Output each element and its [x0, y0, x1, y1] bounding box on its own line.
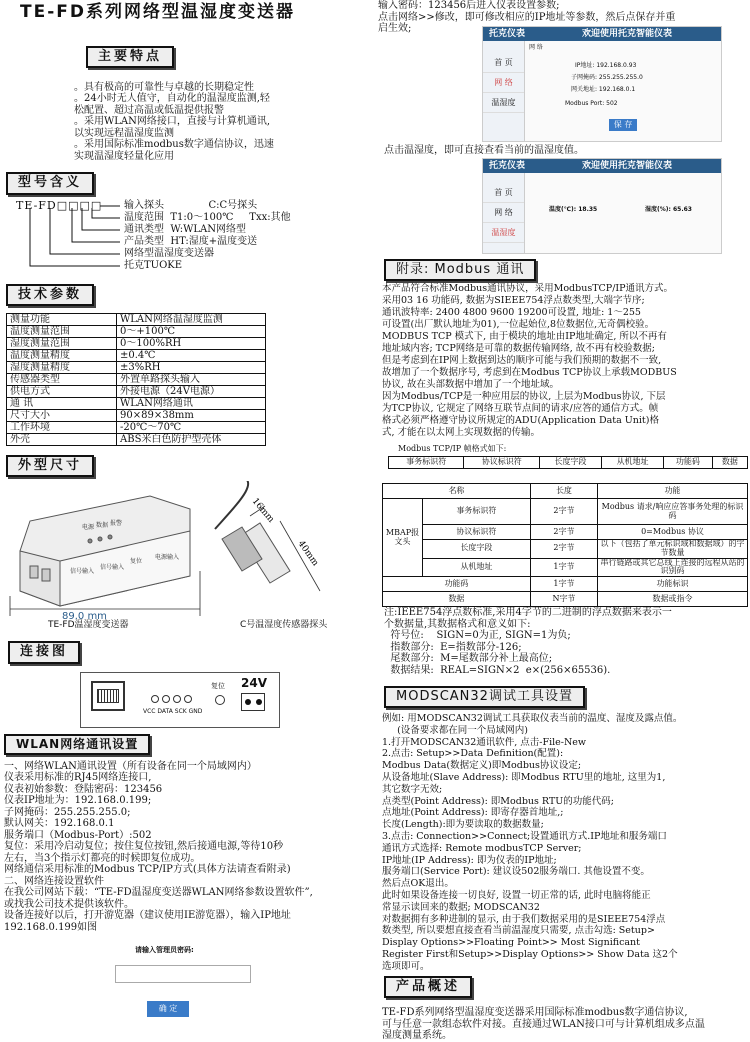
params-row	[7, 398, 266, 410]
model-line: 通讯类型 W:WLAN网络型	[124, 223, 247, 235]
feature-line: 以实现远程温湿度监测	[74, 127, 174, 139]
modscan-line: 从设备地址(Slave Address): 即Modbus RTU里的地址, 这里为1,	[382, 771, 666, 783]
param-name: 通 讯	[7, 398, 117, 410]
wlan-line: 在我公司网站下载：“TE-FD温湿度变送器WLAN网络参数设置软件”,	[4, 887, 313, 899]
login-label: 请输入管理员密码:	[135, 946, 194, 955]
login-confirm-button[interactable]: 确 定	[147, 1001, 189, 1017]
dims-caption-2: C号温湿度传感器探头	[240, 620, 328, 631]
network-title: 网 络	[529, 44, 543, 51]
overview-line: 可与任意一款组态软件对接。直接通过WLAN接口可与计算机组成多点温	[382, 1018, 705, 1030]
menu2-home[interactable]: 首 页	[483, 183, 524, 203]
mbap-cell: N字节	[530, 592, 597, 607]
ip-field[interactable]: IP地址: 192.168.0.93	[575, 62, 637, 69]
ieee-line: 注:IEEE754浮点数标准,采用4字节的二进制的浮点数据来表示一	[384, 607, 672, 618]
modbus-line: 通讯波特率: 2400 4800 9600 19200可设置, 地址: 1～255	[382, 307, 641, 318]
overview-text	[382, 1007, 750, 1042]
mbap-cell: 串行链路或其它总线上连接的远程从站的识别码	[598, 558, 748, 577]
param-name: 外壳	[7, 434, 117, 446]
modscan-heading: MODSCAN32调试工具设置	[384, 686, 585, 708]
menu-home[interactable]: 首 页	[483, 53, 524, 73]
frame-cell: 从机地址	[602, 457, 664, 469]
doc-title: TE-FD系列网络型温湿度变送器	[20, 2, 295, 22]
param-value: ±0.4℃	[117, 350, 266, 362]
dims-led-alarm: 报警	[110, 520, 123, 528]
wlan-line: 二、网络连接设置软件	[4, 875, 104, 887]
brand-label-2: 托克仪表	[489, 161, 526, 171]
modscan-line: 选项即可。	[382, 960, 430, 972]
params-row	[7, 410, 266, 422]
network-settings-screenshot	[482, 26, 722, 142]
modbus-line: 可设置(出厂默认地址为01),一位起始位,8位数据位,无奇偶校验。	[382, 319, 655, 330]
wlan-line: 复位：采用冷启动复位；按住复位按钮,然后接通电源,等待10秒	[4, 841, 284, 853]
wlan-line: 或找我公司技术提供该软件。	[4, 898, 134, 910]
dims-width: 89.0 mm	[62, 611, 107, 623]
feature-line: 。采用WLAN网络接口，直接与计算机通讯,	[74, 116, 271, 128]
wlan-line: 一、网络WLAN通讯设置（所有设备在同一个局域网内）	[4, 760, 257, 772]
modscan-text	[382, 713, 750, 973]
model-diagram	[0, 200, 370, 278]
wlan-line: 服务端口（Modbus-Port）:502	[4, 829, 152, 841]
model-line: 输入探头 C:C号探头	[124, 199, 258, 211]
modscan-line: 对数据拥有多种进制的显示, 由于我们数据采用的是SIEEE754浮点	[382, 913, 666, 925]
modscan-line: IP地址(IP Address): 即为仪表的IP地址;	[382, 854, 557, 866]
mbap-row	[383, 525, 748, 540]
humidity-reading: 湿度(%): 65.63	[645, 206, 692, 213]
params-row	[7, 434, 266, 446]
ieee-line: 数据结果: REAL=SIGN×2 e×(256×65536).	[384, 664, 611, 676]
dims-heading: 外型尺寸	[6, 455, 94, 477]
frame-cell: 事务标识符	[389, 457, 464, 469]
wlan-text	[4, 761, 370, 934]
param-name: 工作环境	[7, 422, 117, 434]
modbus-line: 采用03 16 功能码, 数据为SIEEE754浮点数类型,大端字节序;	[382, 295, 645, 306]
wlan-heading: WLAN网络通讯设置	[4, 734, 150, 755]
mbap-row	[383, 592, 748, 607]
modscan-line: 数类型, 所以要想直接查看当前温湿度只需要, 点击勾选: Setup>	[382, 925, 655, 937]
param-value: WLAN网络通讯	[117, 398, 266, 410]
param-value: 外置单路探头输入	[117, 374, 266, 386]
brand-label: 托克仪表	[489, 29, 526, 39]
mbap-head-row	[383, 484, 748, 499]
params-table	[6, 313, 266, 446]
params-row	[7, 422, 266, 434]
modbus-text	[382, 283, 750, 439]
dims-probe-l: 40mm	[295, 539, 321, 569]
gateway-field[interactable]: 网关地址: 192.168.0.1	[571, 86, 636, 93]
modscan-line: 2.点击: Setup>>Data Definition(配置):	[382, 748, 564, 760]
frame-table	[388, 456, 748, 469]
mbap-row	[383, 540, 748, 559]
wlan-line: 网络通信采用标准的Modbus TCP/IP方式(具体方法请查看附录)	[4, 864, 291, 876]
param-value: 90×89×38mm	[117, 410, 266, 422]
param-value: 0～100%RH	[117, 338, 266, 350]
param-value: -20℃～70℃	[117, 422, 266, 434]
dims-led-data: 数据	[96, 522, 109, 530]
frame-cell: 协议标识符	[464, 457, 539, 469]
dims-label-reset: 复位	[130, 558, 143, 566]
instruction-line: 输入密码：123456后进入仪表设置参数;	[378, 0, 560, 11]
param-name: 测量功能	[7, 314, 117, 326]
overview-line: TE-FD系列网络型温湿度变送器采用国际标准modbus数字通信协议,	[382, 1007, 688, 1018]
modbus-line: 因为Modbus/TCP是一种应用层的协议, 上层为Modbus协议, 下层	[382, 391, 666, 402]
params-row	[7, 386, 266, 398]
param-value: ABS米白色防护型壳体	[117, 434, 266, 446]
right-column	[378, 0, 750, 1041]
model-line: 网络型温湿度变送器	[124, 247, 214, 259]
features-list	[74, 82, 370, 163]
port-field[interactable]: Modbus Port: 502	[565, 100, 618, 107]
menu2-network[interactable]: 网 络	[483, 203, 524, 223]
menu2-temphum[interactable]: 温湿度	[483, 223, 524, 243]
wiring-heading: 连接图	[8, 641, 80, 663]
feature-line: 。采用国际标准modbus数字通信协议，迅速	[74, 139, 274, 151]
ieee-line: 尾数部分: M=尾数部分补上最高位;	[384, 653, 553, 664]
pin-labels: VCC DATA SCK GND	[143, 707, 203, 715]
mbap-cell: 0=Modbus 协议	[598, 525, 748, 540]
mask-field[interactable]: 子网掩码: 255.255.255.0	[571, 74, 643, 81]
feature-line: 松配置、超过高温或低温提供报警	[74, 104, 224, 116]
dims-label-power: 电源输入	[155, 554, 180, 562]
mbap-head-cell: 功能	[598, 484, 748, 499]
mbap-cell: 2字节	[530, 540, 597, 559]
modbus-line: 地址域内容; TCP网络是可靠的数据传输网络, 故不再有校验数据;	[382, 343, 655, 354]
model-line: 产品类型 HT:湿度+温度变送	[124, 235, 258, 247]
params-row	[7, 314, 266, 326]
model-code: TE-FD□□□□	[16, 198, 103, 212]
instruction-line: 点击网络>>修改，即可修改相应的IP地址等参数，然后点保存并重	[378, 11, 676, 23]
dims-led-power: 电源	[82, 524, 95, 532]
params-row	[7, 362, 266, 374]
param-name: 湿度测量范围	[7, 338, 117, 350]
welcome-label: 欢迎使用托克智能仪表	[581, 29, 672, 39]
modbus-line: 为TCP协议, 它规定了网络互联节点间的请求/应答的通信方式。帧	[382, 403, 659, 414]
model-heading: 型号含义	[6, 172, 94, 194]
save-button[interactable]: 保 存	[609, 119, 637, 131]
screenshot2-header	[483, 159, 721, 173]
mbap-cell: 1字节	[530, 577, 597, 592]
left-column	[0, 0, 370, 1017]
modscan-line: Modbus Data(数据定义)即Modbus协议设定;	[382, 760, 582, 772]
mbap-table	[382, 483, 748, 607]
dims-caption-1: TE-FD温湿度变送器	[48, 620, 129, 631]
modscan-line: 点类型(Point Address): 即Modbus RTU的功能代码;	[382, 795, 614, 807]
param-value: WLAN网络温湿度监测	[117, 314, 266, 326]
mbap-cell: 数据或指令	[598, 592, 748, 607]
mbap-cell: 2字节	[530, 499, 597, 525]
menu-network[interactable]: 网 络	[483, 73, 524, 93]
param-value: 0～+100℃	[117, 326, 266, 338]
wlan-line: 仪表IP地址为：192.168.0.199;	[4, 795, 152, 807]
dims-probe-d: 16mm	[249, 496, 276, 526]
mbap-row	[383, 577, 748, 592]
modscan-line: 常显示读回来的数据; MODSCAN32	[382, 901, 540, 913]
modscan-line: 3.点击: Connection>>Connect;设置通讯方式.IP地址和服务端口	[382, 830, 667, 842]
screenshot-header	[483, 27, 721, 41]
frame-caption: Modbus TCP/IP 帧格式如下:	[398, 444, 507, 453]
mbap-cell: 长度字段	[423, 540, 531, 559]
params-heading: 技术参数	[6, 284, 94, 306]
reset-button-icon	[215, 695, 225, 705]
mbap-cell: 协议标识符	[423, 525, 531, 540]
readings-panel	[525, 173, 721, 253]
modscan-line: Display Options>>Floating Point>> Most Significant	[382, 937, 640, 949]
modscan-line: 点地址(Point Address): 即寄存器首地址,;	[382, 807, 564, 819]
wlan-line: 左右，当3个指示灯都亮的时候即复位成功。	[4, 852, 201, 864]
modscan-line: 服务端口(Service Port): 建议设502服务端口. 其他设置不变。	[382, 866, 650, 878]
ieee-line: 指数部分: E=指数部分-126;	[384, 641, 522, 653]
dims-label-in1: 信号输入	[70, 568, 95, 576]
model-line: 托克TUOKE	[124, 259, 183, 271]
modscan-line: 1.打开MODSCAN32通讯软件, 点击-File-New	[382, 736, 587, 748]
dims-figure	[0, 481, 370, 631]
mbap-cell: Modbus 请求/响应应答事务处理的标识码	[598, 499, 748, 525]
mbap-cell: 以下（包括了单元标识域和数据域）的字节数量	[598, 540, 748, 559]
mbap-cell: 功能码	[383, 577, 531, 592]
mbap-cell: 1字节	[530, 558, 597, 577]
modbus-line: 本产品符合标准Modbus通讯协议，采用ModbusTCP/IP通讯方式。	[382, 283, 674, 294]
feature-line: 实现温湿度轻量化应用	[74, 150, 174, 162]
mbap-cell: 从机地址	[423, 558, 531, 577]
rj45-port-icon	[91, 681, 125, 711]
modscan-line: 例如: 用MODSCAN32调试工具获取仪表当前的温度、湿度及露点值。	[382, 713, 683, 724]
reset-label: 复位	[211, 681, 225, 690]
temphum-screenshot	[482, 158, 722, 254]
params-row	[7, 326, 266, 338]
power-terminal-icon	[241, 693, 265, 711]
modbus-line: 但是考虑到在IP网上数据到达的顺序可能与我们预期的数据不一致,	[382, 355, 662, 366]
modbus-line: 协议, 故在头部数据中增加了一个地址域。	[382, 379, 560, 390]
modscan-line: 长度(Length):即为要读取的数据数量;	[382, 819, 544, 831]
modscan-line: 此时如果设备连接一切良好, 设置一切正常的话, 此时电脑将能正	[382, 889, 651, 901]
wlan-line: 子网掩码：255.255.255.0;	[4, 806, 131, 818]
mbap-cell: 数据	[383, 592, 531, 607]
param-name: 湿度测量精度	[7, 362, 117, 374]
modbus-line: 格式必须严格遵守协议所规定的ADU(Application Data Unit)格	[382, 415, 659, 426]
password-input[interactable]	[115, 965, 251, 983]
frame-cell: 功能码	[664, 457, 713, 469]
overview-heading: 产品概述	[384, 976, 472, 998]
temphum-instruction: 点击温湿度，即可直接查看当前的温湿度值。	[384, 145, 584, 156]
modbus-line: 式, 才能在以太网上实现数据的传输。	[382, 427, 541, 438]
features-heading: 主要特点	[86, 46, 174, 68]
param-name: 温度测量精度	[7, 350, 117, 362]
params-row	[7, 374, 266, 386]
mbap-head-cell: 长度	[530, 484, 597, 499]
model-line: 温度范围 T1:0～100℃ Txx:其他	[124, 211, 291, 223]
frame-cell: 数据	[712, 457, 747, 469]
modscan-line: 其它数字无效;	[382, 783, 443, 795]
feature-line: 。24小时无人值守，自动化的温湿度监测,轻	[74, 93, 270, 105]
modscan-line: 然后点OK退出。	[382, 878, 454, 890]
modscan-line: 通讯方式选择: Remote modbusTCP Server;	[382, 842, 582, 854]
ieee-line: 个数据量,其数据格式和意义如下:	[384, 618, 531, 630]
wlan-line: 192.168.0.199如图	[4, 921, 98, 933]
model-lines-text	[124, 200, 291, 272]
network-form	[525, 41, 721, 141]
param-value: ±3%RH	[117, 362, 266, 374]
wlan-line: 默认网关：192.168.0.1	[4, 818, 115, 830]
modbus-line: 故增加了一个数据序号, 考虑到在Modbus TCP协议上承载MODBUS	[382, 367, 677, 378]
wlan-line: 仪表采用标准的RJ45网络连接口,	[4, 772, 152, 784]
welcome-label-2: 欢迎使用托克智能仪表	[581, 161, 672, 171]
wiring-diagram	[80, 672, 280, 728]
wlan-line: 仪表初始参数：登陆密码：123456	[4, 783, 163, 795]
mbap-row	[383, 558, 748, 577]
temperature-reading: 温度(℃): 18.35	[549, 206, 598, 213]
mbap-cell: 事务标识符	[423, 499, 531, 525]
params-row	[7, 350, 266, 362]
mbap-label: MBAP报文头	[383, 499, 423, 577]
mbap-row	[383, 499, 748, 525]
ieee-note	[384, 607, 750, 676]
param-name: 供电方式	[7, 386, 117, 398]
param-value: 外接电源（24V电源）	[117, 386, 266, 398]
mbap-cell: 功能标识	[598, 577, 748, 592]
params-row	[7, 338, 266, 350]
modbus-line: MODBUS TCP 模式下, 由于模块的地址由IP地址确定, 所以不再有	[382, 331, 667, 342]
wlan-line: 设备连接好以后，打开游览器（建议使用IE游览器），输入IP地址	[4, 910, 291, 922]
dims-drawing	[0, 481, 370, 631]
param-name: 传感器类型	[7, 374, 117, 386]
ieee-line: 符号位: SIGN=0为正, SIGN=1为负;	[384, 630, 571, 641]
dims-label-in2: 信号输入	[100, 564, 125, 572]
mbap-head-cell: 名称	[383, 484, 531, 499]
login-panel	[115, 947, 255, 1017]
feature-line: 。具有极高的可靠性与卓越的长期稳定性	[74, 81, 254, 93]
screenshot2-menu	[483, 173, 525, 253]
modbus-heading: 附录: Modbus 通讯	[384, 259, 536, 281]
modscan-line: Register First和Setup>>Display Options>> Show Data 这2个	[382, 948, 678, 960]
voltage-label: 24V	[241, 675, 267, 690]
instruction-line: 启生效;	[378, 23, 412, 34]
mbap-cell: 2字节	[530, 525, 597, 540]
menu-temphum[interactable]: 温湿度	[483, 93, 524, 113]
frame-cell: 长度字段	[539, 457, 601, 469]
param-name: 尺寸大小	[7, 410, 117, 422]
overview-line: 湿度测量系统。	[382, 1030, 452, 1041]
modscan-line: (设备要求都在同一个局域网内)	[382, 724, 529, 736]
terminal-block	[151, 695, 192, 703]
param-name: 温度测量范围	[7, 326, 117, 338]
screenshot-menu	[483, 41, 525, 141]
